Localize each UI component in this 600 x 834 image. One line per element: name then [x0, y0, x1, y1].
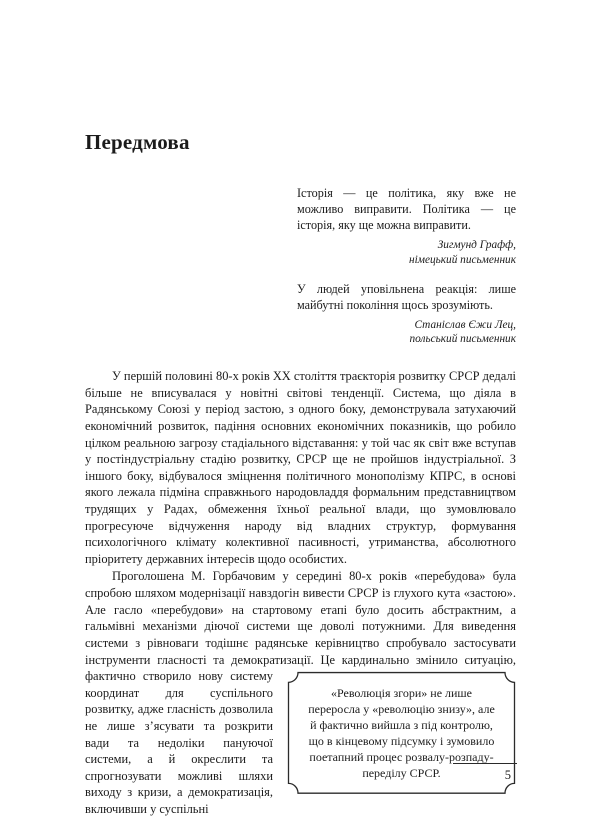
- epigraph-author-role: польський письменник: [409, 333, 516, 346]
- epigraph-text: Історія — це політика, яку вже не можливо виправити. Політика — це історія, яку ще можна виправити.: [297, 186, 516, 233]
- paragraph-2-text-after: фактично створило нову систему координат для суспільного розвитку, адже гласність дозволила не лише з’ясувати та розкрити вади та недоліки пануючої системи, а й окреслити та спрогнозувати можливі шляхи виходу з кризи, а демократизація, включивши у суспільні: [85, 669, 273, 816]
- epigraph-author: [297, 238, 516, 267]
- epigraph-text: У людей уповільнена реакція: лише майбутні покоління щось зрозуміють.: [297, 281, 516, 312]
- body-text: [85, 368, 516, 817]
- epigraph-2: [297, 281, 516, 348]
- page-title: Передмова: [85, 130, 190, 154]
- epigraph-author: [297, 318, 516, 347]
- paragraph-1: [85, 368, 516, 567]
- callout-text: «Революція згори» не лише переросла у «революцію знизу», але й фактично вийшла з під контролю, що в кінцевому підсумку і зумовило поетапний процес розвалу-розпаду-переділу СРСР.: [308, 686, 495, 780]
- page-number: 5: [504, 768, 511, 782]
- footer-rule: [453, 763, 517, 764]
- epigraph-author-name: Станіслав Єжи Лец,: [414, 318, 516, 331]
- page-content: [85, 130, 516, 818]
- paragraph-1-text: У першій половині 80-х років XX століття траєкторія розвитку СРСР дедалі більше не вписувалася у новітні світові тенденції. Система, що діяла в Радянському Союзі у період застою, з одного боку, демонструвала затухаючий економічний розвиток, падіння основних економічних показників, що робило цілком реальною загрозу стадіального відставання: у той час як світ вже вступав у постіндустріальну стадію розвитку, СРСР ще не пройшов індустріальної. З іншого боку, відбувалося зміцнення політичного монополізму КПРС, в основі якого лежала підміна справжнього народовладдя формальним представництвом трудящих у Радах, обмеження їхньої реальної влади, що зумовлювало прогресуюче відчуження народу від владних структур, формування психологічного клімату колективної пасивності, утриманства, абсолютного пріоритету державних інтересів щодо особистих.: [85, 369, 516, 566]
- page-footer: [453, 763, 517, 783]
- epigraph-author-name: Зигмунд Графф,: [437, 239, 516, 252]
- epigraph-1: [297, 185, 516, 268]
- epigraph-author-role: німецький письменник: [409, 253, 516, 266]
- paragraph-2-text-before: Проголошена М. Горбачовим у середині 80-х років «перебудова» була спробою шляхом модернізації навздогін вивести СРСР із глухого кута «застою». Але гасло «перебудови» на стартовому етапі було досить абстрактним, а гальмівні механізми діючої системи ще доволі потужними. Для виведення системи з рівноваги тодішнє радянське керівництво спробувало застосувати інструменти гласності та демократизації. Це кардинально змінило ситуацію,: [85, 569, 516, 667]
- paragraph-2: [85, 568, 516, 817]
